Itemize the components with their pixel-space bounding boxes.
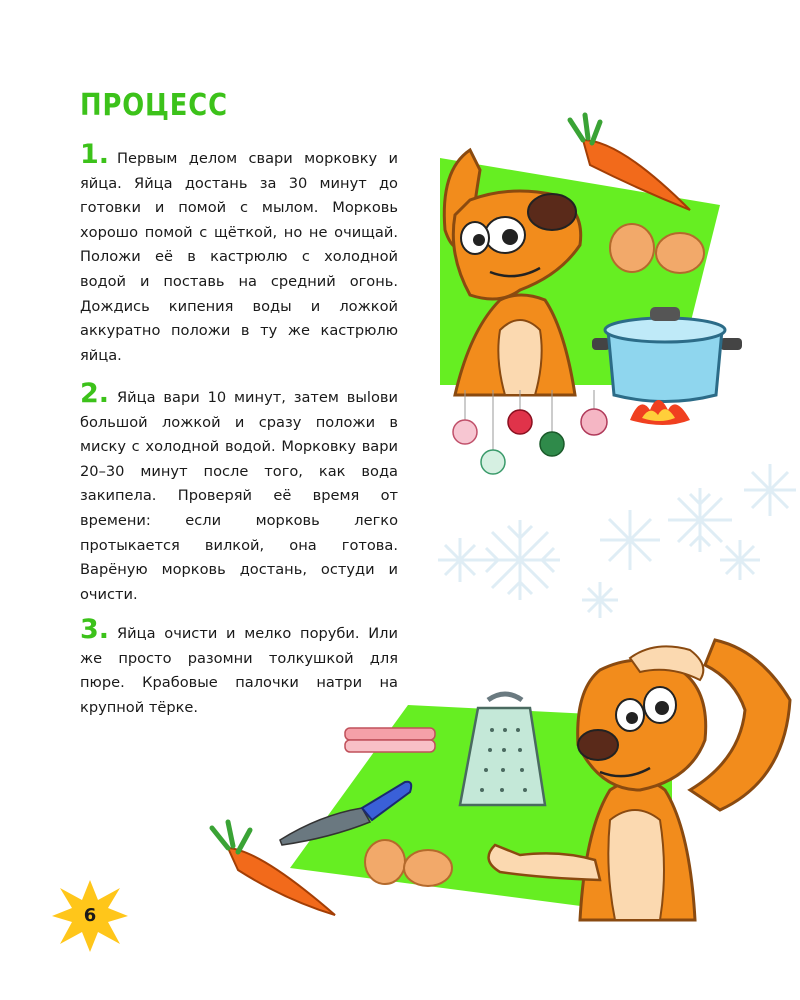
page-title: ПРОЦЕСС [80,88,228,123]
step-1-number: 1. [80,139,110,170]
step-2-number: 2. [80,378,110,409]
crab-sticks-icon [345,728,435,752]
ornament-icon [453,390,607,474]
snowflake-icon [438,464,796,618]
page-number: 6 [83,904,97,926]
step-3-number: 3. [80,614,110,645]
step-2-text: Яйца вари 10 минут, затем выlови большой ложкой и сразу положи в миску с холодной водой. Морковку вари 20–30 минут после того, как вода закипела. Проверяй её время от времени: если морковь легко протыкается вилкой, она готова. Варёную морковь достань, остуди и очисти. [80,389,398,603]
fire-icon [630,400,690,425]
step-1-text: Первым делом свари морковку и яйца. Яйца достань за 30 минут до готовки и помой с мылом. Морковь хорошо помой с щёткой, но не очищай. Положи её в кастрюлю с холодной водой и поставь на средний огонь. Дождись кипения воды и ложкой аккуратно положи в ту же кастрюлю яйца. [80,150,398,364]
step-3-text: Яйца очисти и мелко поруби. Или же просто разомни толкушкой для пюре. Крабовые палочки натри на крупной тёрке. [80,625,398,716]
